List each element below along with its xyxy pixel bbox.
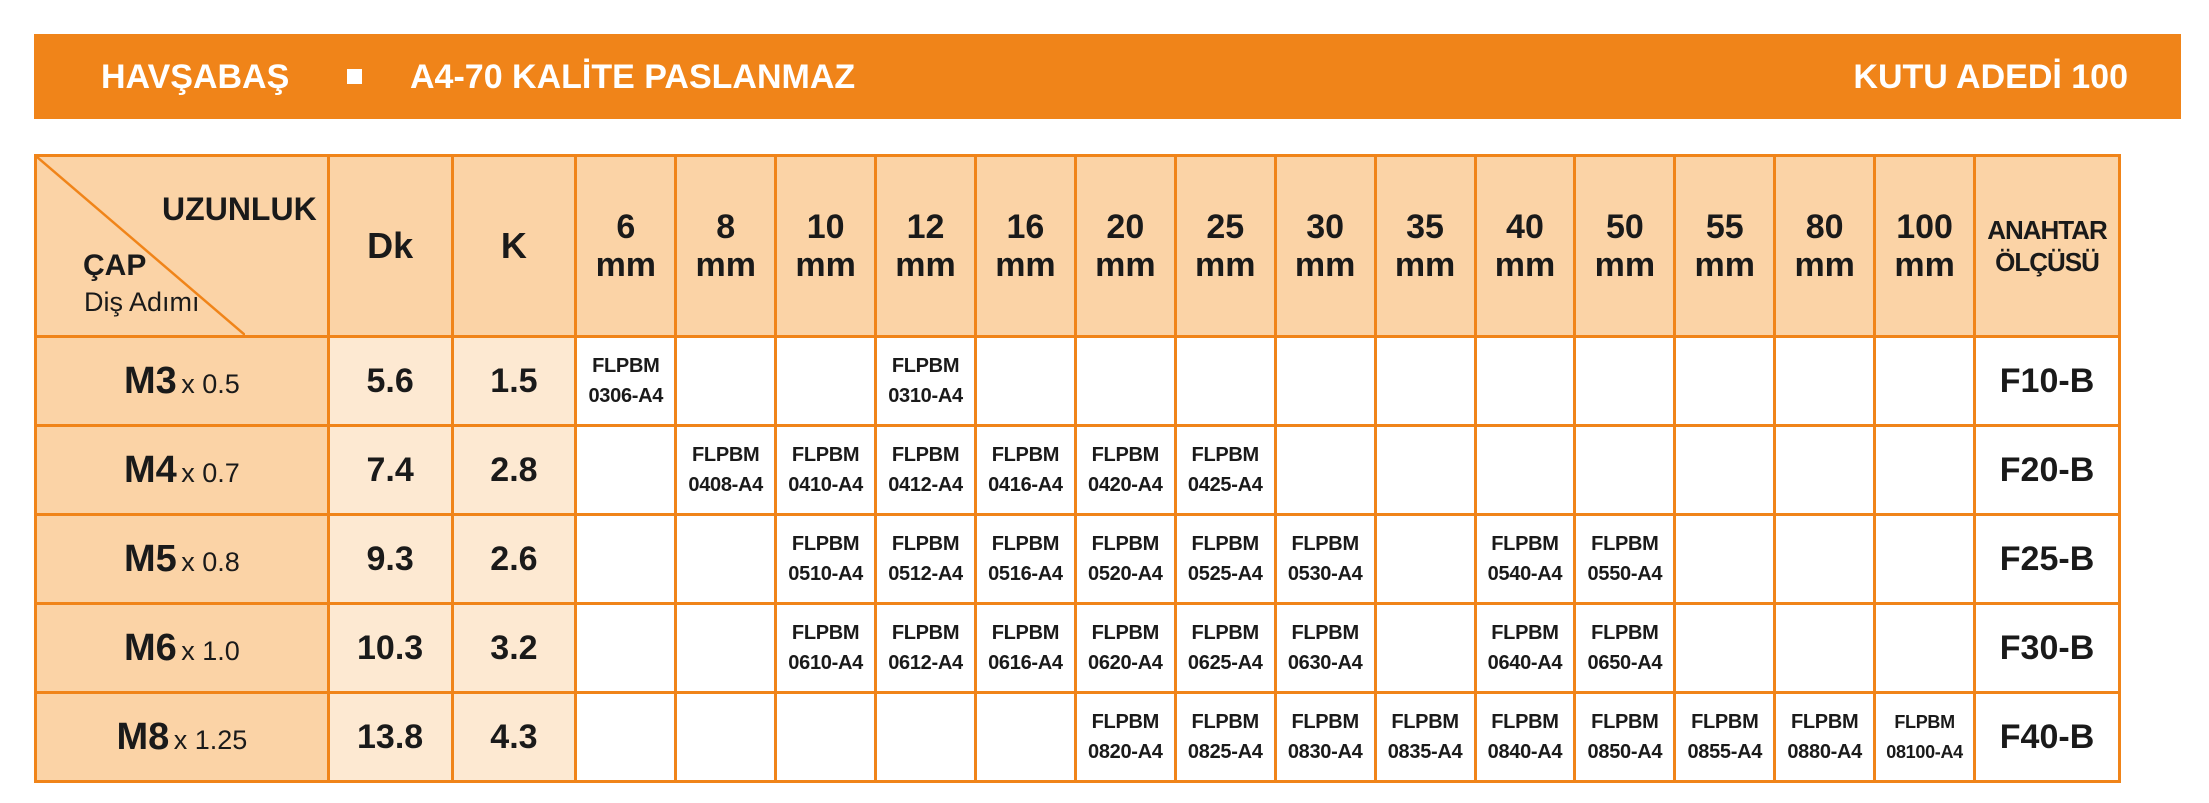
code-prefix: FLPBM [1790, 711, 1859, 733]
product-code-cell [876, 515, 976, 604]
code-prefix: FLPBM [1091, 711, 1160, 733]
k-value-cell: 2.6 [452, 515, 576, 604]
code-suffix: 0640-A4 [1487, 652, 1563, 674]
length-header: 50 mm [1575, 156, 1675, 337]
code-prefix: FLPBM [991, 622, 1060, 644]
product-code-cell [1175, 515, 1275, 604]
code-prefix: FLPBM [891, 355, 960, 377]
table-row [36, 693, 2120, 782]
code-suffix: 0512-A4 [888, 563, 963, 585]
code-prefix: FLPBM [1091, 444, 1160, 466]
empty-cell [1775, 426, 1875, 515]
empty-cell [1475, 337, 1575, 426]
code-suffix: 0408-A4 [688, 474, 764, 496]
thread-pitch: x 0.7 [181, 457, 240, 488]
empty-cell [1775, 604, 1875, 693]
empty-cell [576, 515, 676, 604]
code-suffix: 0620-A4 [1088, 652, 1163, 674]
product-code-cell [1775, 693, 1875, 782]
product-code-cell [1175, 426, 1275, 515]
dk-value-cell: 10.3 [328, 604, 452, 693]
length-header: 55 mm [1675, 156, 1775, 337]
length-header: 6 mm [576, 156, 676, 337]
code-suffix: 0420-A4 [1088, 474, 1163, 496]
product-code-cell [776, 604, 876, 693]
key-size-cell: F30-B [1975, 604, 2120, 693]
code-prefix: FLPBM [1591, 622, 1659, 644]
product-code-cell [676, 426, 776, 515]
length-header: 8 mm [676, 156, 776, 337]
thread-size: M5 [123, 537, 177, 580]
code-suffix: 0550-A4 [1587, 563, 1663, 585]
empty-cell [1475, 426, 1575, 515]
key-size-cell: F20-B [1975, 426, 2120, 515]
table-row [36, 426, 2120, 515]
thread-pitch: x 1.25 [173, 724, 248, 755]
size-cell [36, 426, 329, 515]
table-row [36, 604, 2120, 693]
code-prefix: FLPBM [1191, 444, 1259, 466]
product-code-cell [1475, 515, 1575, 604]
table-row [36, 515, 2120, 604]
product-table [34, 154, 2121, 783]
product-code-cell [1075, 604, 1175, 693]
empty-cell [1775, 515, 1875, 604]
empty-cell [576, 693, 676, 782]
code-prefix: FLPBM [891, 622, 960, 644]
length-header: 10 mm [776, 156, 876, 337]
empty-cell [676, 337, 776, 426]
code-suffix: 0616-A4 [988, 652, 1063, 674]
product-code-cell [1475, 604, 1575, 693]
product-type: HAVŞABAŞ [101, 58, 290, 96]
pitch-axis-label: Diş Adımı [84, 287, 200, 317]
thread-pitch: x 0.5 [181, 368, 240, 399]
empty-cell [1875, 515, 1975, 604]
k-header: K [452, 156, 576, 337]
code-suffix: 0510-A4 [788, 563, 863, 585]
box-quantity: KUTU ADEDİ 100 [1853, 58, 2128, 96]
empty-cell [676, 604, 776, 693]
size-cell [36, 604, 329, 693]
length-header: 35 mm [1375, 156, 1475, 337]
product-code-cell [776, 515, 876, 604]
empty-cell [776, 693, 876, 782]
thread-pitch: x 0.8 [181, 546, 240, 577]
code-suffix: 0825-A4 [1187, 741, 1263, 763]
product-code-cell [776, 426, 876, 515]
code-prefix: FLPBM [1894, 712, 1955, 732]
length-header: 12 mm [876, 156, 976, 337]
key-size-cell: F10-B [1975, 337, 2120, 426]
length-header: 16 mm [975, 156, 1075, 337]
product-code-cell [1575, 604, 1675, 693]
thread-size: M3 [123, 359, 177, 402]
thread-size: M8 [116, 715, 170, 758]
code-suffix: 0610-A4 [788, 652, 863, 674]
code-prefix: FLPBM [592, 355, 660, 377]
product-code-cell [1475, 693, 1575, 782]
empty-cell [975, 337, 1075, 426]
empty-cell [776, 337, 876, 426]
code-prefix: FLPBM [1291, 622, 1359, 644]
empty-cell [676, 693, 776, 782]
code-prefix: FLPBM [791, 622, 860, 644]
empty-cell [1875, 604, 1975, 693]
code-prefix: FLPBM [891, 533, 960, 555]
product-code-cell [1075, 515, 1175, 604]
code-suffix: 0850-A4 [1587, 741, 1663, 763]
key-size-header: ANAHTAR ÖLÇÜSÜ [1975, 156, 2120, 337]
bullet-square-icon [347, 69, 362, 84]
k-value-cell: 2.8 [452, 426, 576, 515]
key-size-cell: F25-B [1975, 515, 2120, 604]
code-prefix: FLPBM [1491, 711, 1559, 733]
k-value-cell: 3.2 [452, 604, 576, 693]
code-suffix: 08100-A4 [1886, 742, 1963, 762]
code-suffix: 0855-A4 [1687, 741, 1763, 763]
product-code-cell [1075, 693, 1175, 782]
product-code-cell [1575, 515, 1675, 604]
code-prefix: FLPBM [1591, 711, 1659, 733]
empty-cell [676, 515, 776, 604]
empty-cell [1875, 426, 1975, 515]
empty-cell [1375, 337, 1475, 426]
code-suffix: 0416-A4 [988, 474, 1063, 496]
dk-value-cell: 5.6 [328, 337, 452, 426]
thread-size: M6 [123, 626, 177, 669]
code-prefix: FLPBM [1491, 533, 1559, 555]
length-header: 30 mm [1275, 156, 1375, 337]
code-prefix: FLPBM [991, 444, 1060, 466]
table-row [36, 337, 2120, 426]
k-value-cell: 1.5 [452, 337, 576, 426]
code-prefix: FLPBM [991, 533, 1060, 555]
size-cell [36, 693, 329, 782]
empty-cell [876, 693, 976, 782]
product-code-cell [1175, 693, 1275, 782]
empty-cell [1875, 337, 1975, 426]
table-header-row [36, 156, 2120, 337]
code-prefix: FLPBM [1091, 533, 1160, 555]
code-suffix: 0540-A4 [1487, 563, 1563, 585]
empty-cell [1675, 426, 1775, 515]
empty-cell [576, 604, 676, 693]
code-suffix: 0412-A4 [888, 474, 963, 496]
length-axis-label: UZUNLUK [162, 191, 317, 227]
empty-cell [576, 426, 676, 515]
code-suffix: 0410-A4 [788, 474, 863, 496]
thread-pitch: x 1.0 [181, 635, 240, 666]
empty-cell [1275, 426, 1375, 515]
corner-header-cell [36, 156, 329, 337]
diameter-axis-label: ÇAP [83, 249, 147, 282]
empty-cell [1775, 337, 1875, 426]
code-suffix: 0625-A4 [1187, 652, 1263, 674]
code-suffix: 0630-A4 [1287, 652, 1363, 674]
code-suffix: 0612-A4 [888, 652, 963, 674]
code-prefix: FLPBM [791, 533, 860, 555]
code-prefix: FLPBM [1291, 533, 1359, 555]
length-header: 25 mm [1175, 156, 1275, 337]
code-prefix: FLPBM [791, 444, 860, 466]
empty-cell [1675, 604, 1775, 693]
code-prefix: FLPBM [1191, 622, 1259, 644]
code-suffix: 0310-A4 [888, 385, 963, 407]
product-code-cell [975, 426, 1075, 515]
material-quality: A4-70 KALİTE PASLANMAZ [410, 58, 856, 96]
code-suffix: 0830-A4 [1287, 741, 1363, 763]
product-code-cell [1575, 693, 1675, 782]
dk-value-cell: 7.4 [328, 426, 452, 515]
dk-value-cell: 9.3 [328, 515, 452, 604]
code-suffix: 0516-A4 [988, 563, 1063, 585]
product-code-cell [876, 337, 976, 426]
header-banner [34, 34, 2181, 119]
code-prefix: FLPBM [1491, 622, 1559, 644]
length-header: 40 mm [1475, 156, 1575, 337]
product-code-cell [1275, 515, 1375, 604]
dk-value-cell: 13.8 [328, 693, 452, 782]
code-suffix: 0530-A4 [1287, 563, 1363, 585]
code-prefix: FLPBM [1391, 711, 1459, 733]
product-code-cell [975, 604, 1075, 693]
product-code-cell [1375, 693, 1475, 782]
size-cell [36, 337, 329, 426]
length-header: 100 mm [1875, 156, 1975, 337]
product-code-cell [576, 337, 676, 426]
code-prefix: FLPBM [1291, 711, 1359, 733]
code-prefix: FLPBM [1191, 533, 1259, 555]
product-code-cell [1875, 693, 1975, 782]
product-code-cell [1675, 693, 1775, 782]
empty-cell [1375, 604, 1475, 693]
code-suffix: 0880-A4 [1787, 741, 1862, 763]
empty-cell [1375, 426, 1475, 515]
product-code-cell [1075, 426, 1175, 515]
size-cell [36, 515, 329, 604]
code-prefix: FLPBM [1091, 622, 1160, 644]
code-suffix: 0306-A4 [588, 385, 664, 407]
code-prefix: FLPBM [692, 444, 760, 466]
empty-cell [1675, 515, 1775, 604]
product-code-cell [975, 515, 1075, 604]
product-code-cell [876, 604, 976, 693]
code-suffix: 0520-A4 [1088, 563, 1163, 585]
code-prefix: FLPBM [1691, 711, 1759, 733]
length-header: 80 mm [1775, 156, 1875, 337]
length-header: 20 mm [1075, 156, 1175, 337]
product-code-cell [1275, 693, 1375, 782]
empty-cell [1175, 337, 1275, 426]
product-code-cell [876, 426, 976, 515]
empty-cell [1075, 337, 1175, 426]
code-suffix: 0425-A4 [1187, 474, 1263, 496]
dk-header: Dk [328, 156, 452, 337]
code-suffix: 0820-A4 [1088, 741, 1163, 763]
empty-cell [1375, 515, 1475, 604]
product-code-cell [1175, 604, 1275, 693]
empty-cell [1575, 337, 1675, 426]
k-value-cell: 4.3 [452, 693, 576, 782]
product-code-cell [1275, 604, 1375, 693]
empty-cell [1675, 337, 1775, 426]
empty-cell [1575, 426, 1675, 515]
code-prefix: FLPBM [1591, 533, 1659, 555]
code-suffix: 0835-A4 [1387, 741, 1463, 763]
key-size-cell: F40-B [1975, 693, 2120, 782]
code-prefix: FLPBM [891, 444, 960, 466]
code-prefix: FLPBM [1191, 711, 1259, 733]
empty-cell [975, 693, 1075, 782]
empty-cell [1275, 337, 1375, 426]
code-suffix: 0840-A4 [1487, 741, 1563, 763]
thread-size: M4 [123, 448, 177, 491]
code-suffix: 0525-A4 [1187, 563, 1263, 585]
code-suffix: 0650-A4 [1587, 652, 1663, 674]
